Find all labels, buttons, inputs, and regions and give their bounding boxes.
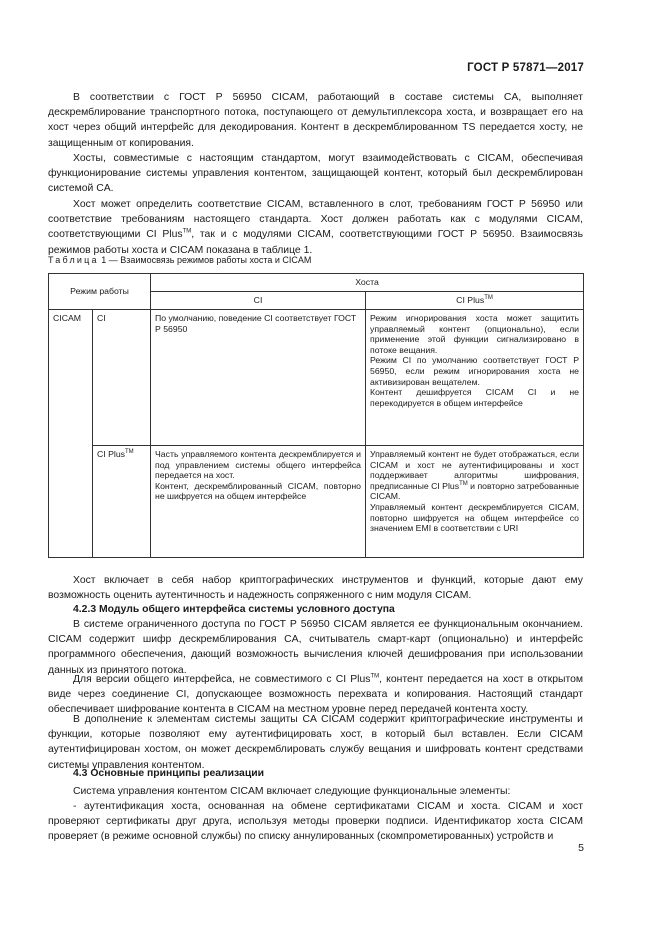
- cell-ciplus-ciplus: Управляемый контент не будет отображаться, если CICAM и хост не аутентифицированы и хост поддерживает алгоритмы шифрования, предписанные CI Plus™ и повторно затребованные CICAM. Управляемый контент дескремблируется CICAM, повторно шифруется на общем интерфейсе со значением EMI в соответствии с URI: [366, 446, 584, 558]
- paragraph: В соответствии с ГОСТ Р 56950 CICAM, работающий в составе системы CA, выполняет дескремблирование транспортного потока, поступающего от демультиплексора хоста, и возвращает его на хост через общий интерфейс для декодирования. Контент в дескремблированном TS передается хосту, не защищенным от копирования.: [48, 92, 583, 149]
- paragraph: Хост включает в себя набор криптографических инструментов и функций, которые дают ему возможность оценить аутентичность и надежность сопряженного с ним модуля CICAM.: [48, 575, 583, 602]
- cell-ci-ciplus: Режим игнорирования хоста может защитить управляемый контент (опционально), если применение этой функции сигнализировано в потоке вещания. Режим CI по умолчанию соответствует ГОСТ Р 56950, если режим игнорирования хоста не активизирован вещателем. Контент дешифруется CICAM CI и не перекодируется в общем интерфейсе: [366, 310, 584, 446]
- header-ci: CI: [151, 292, 366, 310]
- standard-code: ГОСТ Р 57871—2017: [467, 62, 584, 74]
- mode-relation-table: [48, 273, 584, 558]
- paragraph: В системе ограниченного доступа по ГОСТ Р 56950 CICAM является ее функциональным окончанием. CICAM содержит шифр дескремблирования CA, считыватель смарт-карт (опционально) и интерфейс программного обеспечения, дающий возможность вычисления ключей дешифрования при использовании данных из принятого потока.: [48, 619, 583, 676]
- cell-ciplus-ci: Часть управляемого контента дескремблируется и под управлением системы общего интерфейса передается на хост. Контент, дескремблированный CICAM, повторно не шифруется на общем интерфейсе: [151, 446, 366, 558]
- paragraph: Хост может определить соответствие CICAM, вставленного в слот, требованиям ГОСТ Р 56950 или соответствие требованиям настоящего стандарта. Хост должен работать как с модулями CICAM, соответствующими CI Plus™, так и с модулями CICAM, соответствующими ГОСТ Р 56950. Взаимосвязь режимов работы хоста и CICAM показана в таблице 1.: [48, 199, 583, 256]
- table-caption: Таблица 1 — Взаимосвязь режимов работы хоста и CICAM: [48, 255, 312, 265]
- page-number: 5: [578, 842, 584, 854]
- cell-ci-ci: По умолчанию, поведение CI соответствует ГОСТ Р 56950: [151, 310, 366, 446]
- paragraph: Хосты, совместимые с настоящим стандартом, могут взаимодействовать с CICAM, обеспечивая функционирование системы управления контентом, защищающей контент, который был дескремблирован системой CA.: [48, 153, 583, 195]
- header-host: Хоста: [151, 274, 584, 292]
- row-mode-ciplus: CI Plus™: [93, 446, 151, 558]
- paragraph: В дополнение к элементам системы защиты CA CICAM содержит криптографические инструменты и функции, которые позволяют ему аутентифицировать хост, в который был вставлен. Если CICAM аутентифицирован хостом, он может дескремблировать службу вещания и шифровать контент средствами системы управления контентом.: [48, 714, 583, 771]
- section-heading: 4.3 Основные принципы реализации: [73, 768, 264, 779]
- paragraph: Система управления контентом CICAM включает следующие функциональные элементы:: [73, 786, 511, 797]
- paragraph: Для версии общего интерфейса, не совместимого с CI Plus™, контент передается на хост в открытом виде через соединение CI, допускающее возможность перехвата и копирования. Настоящий стандарт обеспечивает шифрование контента в CICAM на местном уровне перед передачей контента хосту.: [48, 673, 584, 716]
- header-mode: Режим работы: [49, 274, 151, 310]
- header-ciplus: CI Plus™: [366, 292, 584, 310]
- row-mode-ci: CI: [93, 310, 151, 446]
- section-heading: 4.2.3 Модуль общего интерфейса системы условного доступа: [73, 604, 395, 615]
- paragraph: - аутентификация хоста, основанная на обмене сертификатами CICAM и хоста. CICAM и хост проверяют сертификаты друг друга, используя методы проверки подписи. Идентификатор хоста CICAM проверяет (в режиме основной службы) по списку аннулированных (скомпрометированных) устройств и: [48, 801, 583, 843]
- row-group-cicam: CICAM: [49, 310, 93, 558]
